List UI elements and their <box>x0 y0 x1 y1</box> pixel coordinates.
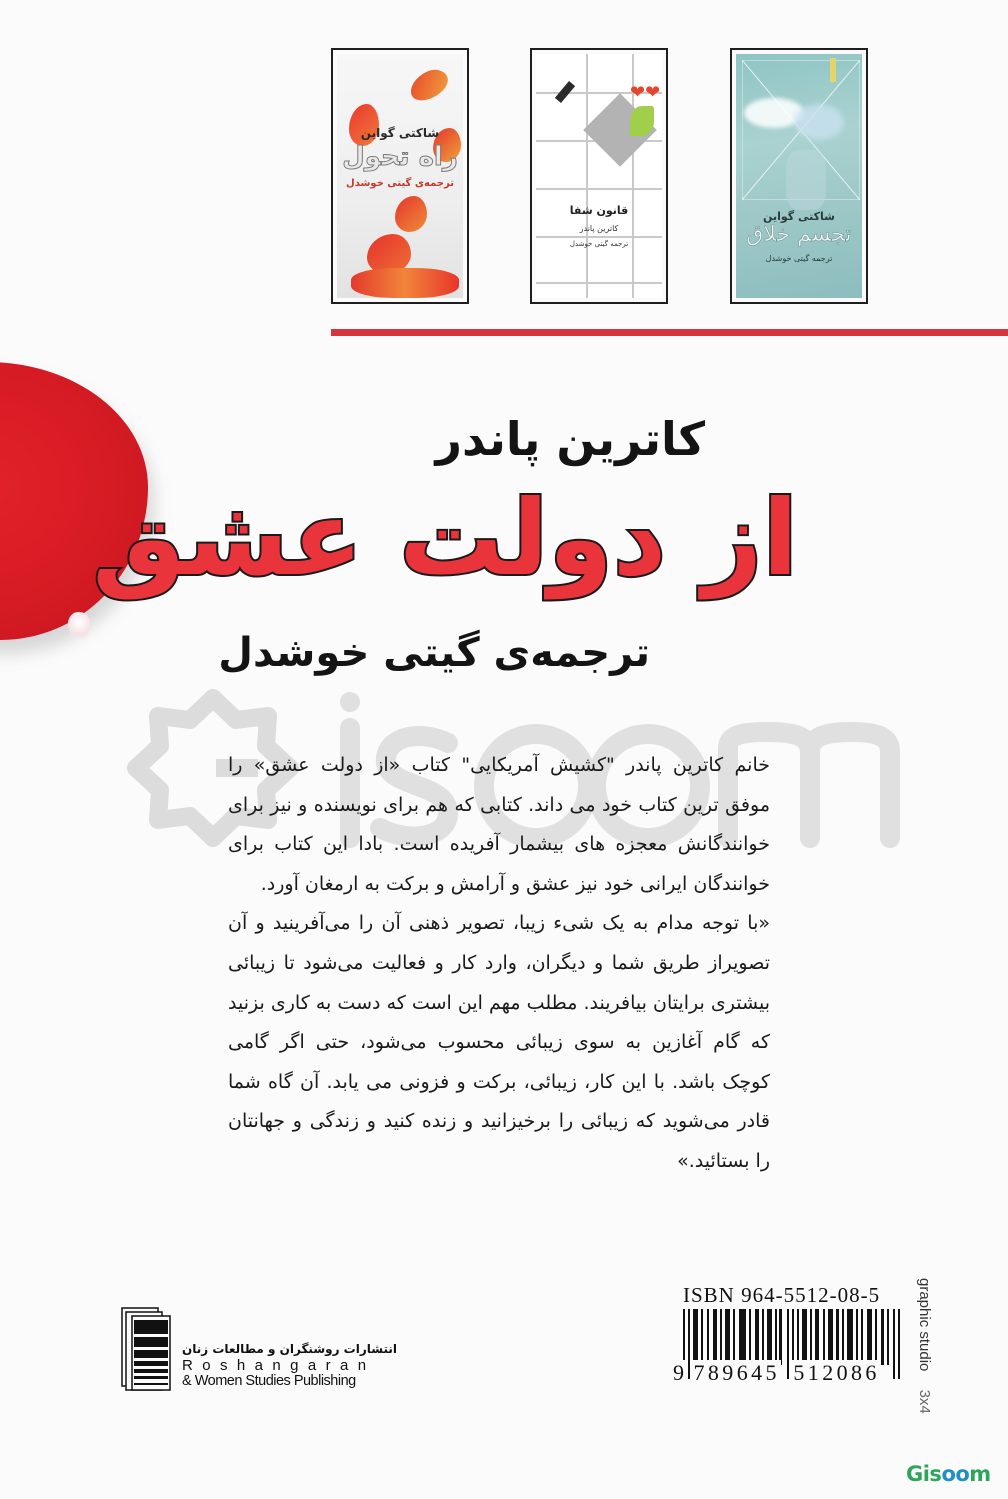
book-title: تجسم خلاق <box>746 222 852 247</box>
publisher-name-en: Roshangaran <box>182 1357 376 1374</box>
candle-shape <box>830 58 836 82</box>
cloud-shape <box>794 104 844 140</box>
barcode-digits <box>672 1360 881 1386</box>
book-title: راه تحول <box>342 142 458 172</box>
publisher-name-en-sub: & Women Studies Publishing <box>182 1373 356 1389</box>
studio-credit <box>913 1278 933 1414</box>
related-book-cover <box>530 48 668 304</box>
book-author: شاکتی گواین <box>360 126 440 140</box>
site-logo[interactable] <box>906 1462 991 1486</box>
book-translator: ترجمه‌ی گیتی خوشدل <box>346 178 454 189</box>
blurb-quote-paragraph: «با توجه مدام به یک شیء زیبا، تصویر ذهنی آن را می‌آفرینید و آن تصویراز طریق شما و دیگران، وارد کار و فعالیت می‌شود تا زیبائی بیشتری برایتان بیافریند. مطلب مهم این است که دست به کاری بزنید که گام آغازین به سوی زیبائی محسوب می‌شود، حتی اگر گامی کوچک باشد. با این کار، زیبائی، برکت و فزونی می یابد. آن گاه شما قادر می‌شوید که زیبائی را برخیزانید و زنده کنید و زندگی و جهانتان را بستائید.» <box>228 912 770 1172</box>
publisher-name-fa: انتشارات روشنگران و مطالعات زنان <box>182 1342 397 1356</box>
translator-name: ترجمه‌ی گیتی خوشدل <box>218 630 650 676</box>
studio-name: graphic studio <box>916 1278 933 1372</box>
heart-icon: ❤❤ <box>630 82 661 103</box>
barcode-left-digits: 789645 <box>693 1360 780 1385</box>
book-author: شاکتی گواین <box>763 210 835 223</box>
vase-shape <box>786 150 826 210</box>
site-logo-suffix: m <box>969 1462 991 1486</box>
petal-decoration <box>405 65 452 105</box>
petal-decoration <box>395 196 427 232</box>
book-translator: ترجمه گیتی خوشدل <box>765 254 833 263</box>
barcode-lead-digit: 9 <box>673 1360 684 1385</box>
related-book-cover <box>331 48 469 304</box>
related-book-cover <box>730 48 868 304</box>
grid-line <box>586 54 588 298</box>
site-logo-prefix: Gis <box>906 1462 942 1486</box>
grid-line <box>536 236 662 238</box>
isbn-label: ISBN 964-5512-08-5 <box>683 1283 881 1307</box>
leaf-icon <box>630 106 654 136</box>
book-title: قانون شفا <box>569 204 629 217</box>
book-title: از دولت عشق <box>92 477 798 599</box>
blurb-text <box>228 746 770 1182</box>
divider-line <box>331 329 1008 336</box>
book-author: کاترین پاندر <box>579 224 619 233</box>
author-name: کاترین پاندر <box>435 412 705 466</box>
barcode-right-digits: 512086 <box>793 1360 880 1385</box>
blurb-paragraph: خانم کاترین پاندر "کشیش آمریکایی" کتاب «از دولت عشق» را موفق ترین کتاب خود می داند. کتابی که هم برای نویسنده و نیز برای خوانندگانش معجزه های بیشمار آفریده است. بادا این کتاب برای خوانندگان ایرانی خود نیز عشق و آرامش و برکت به ارمغان آورد. <box>228 754 770 895</box>
grid-line <box>536 188 662 190</box>
petal-highlight <box>68 612 90 638</box>
petal-decoration <box>351 268 459 298</box>
book-translator: ترجمه گیتی خوشدل <box>569 240 629 248</box>
site-logo-infinity: oo <box>941 1462 970 1486</box>
studio-mark: 3x4 <box>916 1389 933 1414</box>
publisher-logo <box>120 1302 397 1392</box>
grid-line <box>536 282 662 284</box>
stacked-books-icon <box>120 1302 176 1392</box>
